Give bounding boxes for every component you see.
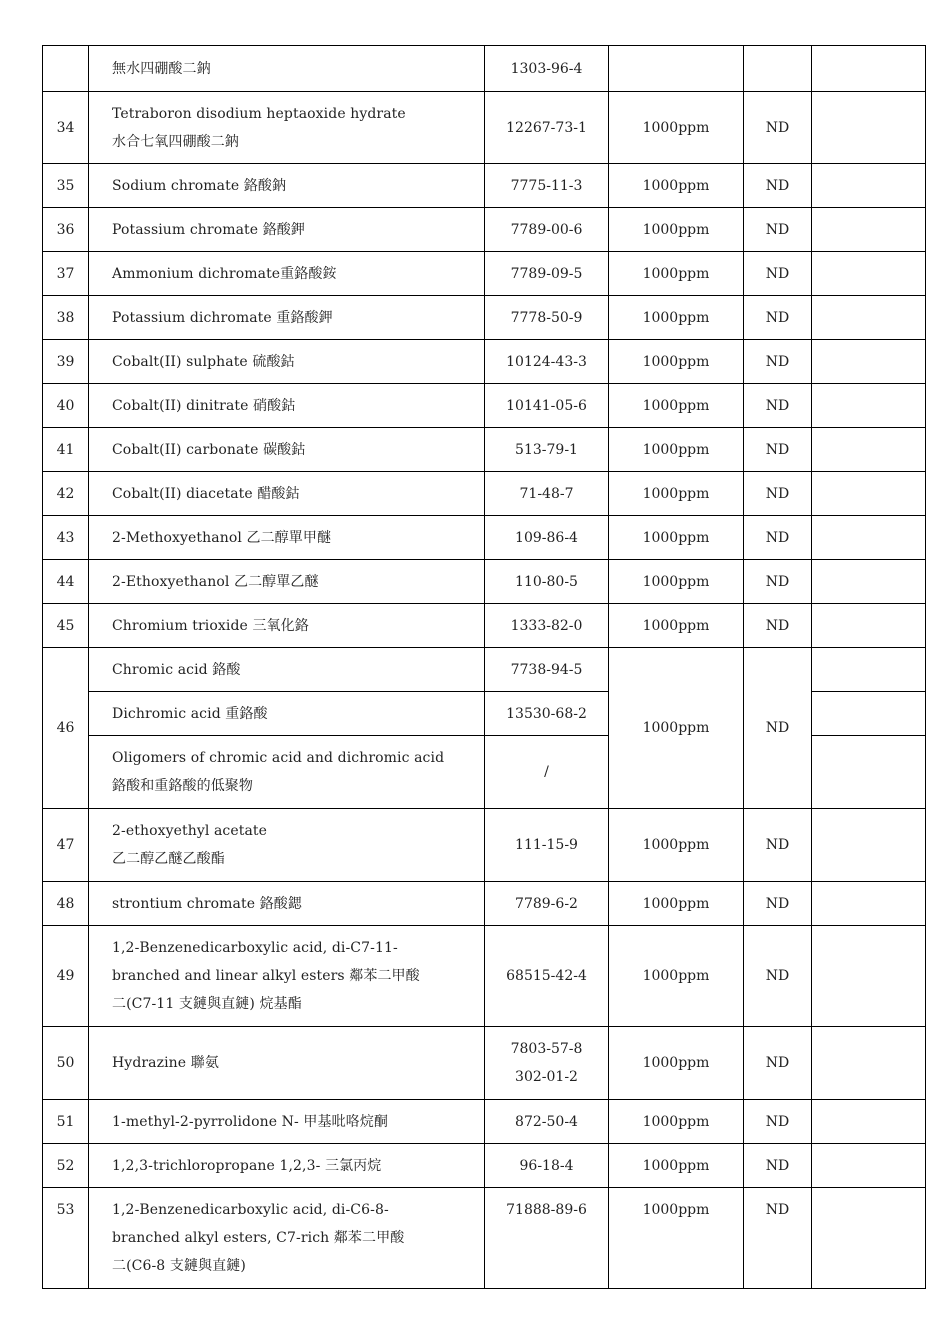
cas-number: 71-48-7 [485, 472, 609, 516]
cas-number: 10124-43-3 [485, 340, 609, 384]
limit-value: 1000ppm [609, 516, 744, 560]
test-result: ND [744, 560, 812, 604]
substance-name: strontium chromate 鉻酸鍶 [89, 882, 485, 926]
remark-cell [812, 1144, 926, 1188]
row-number: 44 [43, 560, 89, 604]
cas-number: 110-80-5 [485, 560, 609, 604]
cas-number: 68515-42-4 [485, 926, 609, 1027]
table-row [43, 882, 926, 926]
cas-number: 872-50-4 [485, 1100, 609, 1144]
cas-number: 7803-57-8 302-01-2 [485, 1027, 609, 1100]
test-result: ND [744, 428, 812, 472]
row-number: 53 [43, 1188, 89, 1289]
remark-cell [812, 736, 926, 809]
limit-value: 1000ppm [609, 648, 744, 809]
row-number [43, 46, 89, 92]
substance-name: Oligomers of chromic acid and dichromic acid 鉻酸和重鉻酸的低聚物 [89, 736, 485, 809]
table-row [43, 1100, 926, 1144]
limit-value: 1000ppm [609, 92, 744, 164]
substance-name: Potassium chromate 鉻酸鉀 [89, 208, 485, 252]
test-result [744, 46, 812, 92]
cas-number: 12267-73-1 [485, 92, 609, 164]
test-result: ND [744, 1100, 812, 1144]
cas-number: 111-15-9 [485, 809, 609, 882]
remark-cell [812, 252, 926, 296]
substance-name: Cobalt(II) diacetate 醋酸鈷 [89, 472, 485, 516]
limit-value: 1000ppm [609, 1100, 744, 1144]
substance-name: 2-Ethoxyethanol 乙二醇單乙醚 [89, 560, 485, 604]
table-row [43, 604, 926, 648]
test-result: ND [744, 1188, 812, 1289]
row-number: 38 [43, 296, 89, 340]
remark-cell [812, 882, 926, 926]
row-number: 46 [43, 648, 89, 809]
substance-name: Cobalt(II) sulphate 硫酸鈷 [89, 340, 485, 384]
limit-value: 1000ppm [609, 604, 744, 648]
row-number: 52 [43, 1144, 89, 1188]
test-result: ND [744, 340, 812, 384]
substance-name: Potassium dichromate 重鉻酸鉀 [89, 296, 485, 340]
substance-name: Chromium trioxide 三氧化鉻 [89, 604, 485, 648]
substance-name: Tetraboron disodium heptaoxide hydrate 水合七氧四硼酸二鈉 [89, 92, 485, 164]
substance-name: Cobalt(II) dinitrate 硝酸鈷 [89, 384, 485, 428]
remark-cell [812, 472, 926, 516]
test-result: ND [744, 92, 812, 164]
remark-cell [812, 384, 926, 428]
row-number: 40 [43, 384, 89, 428]
substance-name: 無水四硼酸二鈉 [89, 46, 485, 92]
test-result: ND [744, 1027, 812, 1100]
table-row [43, 164, 926, 208]
limit-value: 1000ppm [609, 428, 744, 472]
remark-cell [812, 560, 926, 604]
substance-name: 1,2-Benzenedicarboxylic acid, di-C6-8- branched alkyl esters, C7-rich 鄰苯二甲酸 二(C6-8 支鏈與直鏈) [89, 1188, 485, 1289]
limit-value: 1000ppm [609, 926, 744, 1027]
test-result: ND [744, 252, 812, 296]
cas-number: 96-18-4 [485, 1144, 609, 1188]
remark-cell [812, 208, 926, 252]
test-result: ND [744, 164, 812, 208]
test-result: ND [744, 926, 812, 1027]
remark-cell [812, 648, 926, 692]
row-number: 45 [43, 604, 89, 648]
table-row [43, 472, 926, 516]
limit-value: 1000ppm [609, 164, 744, 208]
remark-cell [812, 1027, 926, 1100]
substance-name: 1,2,3-trichloropropane 1,2,3- 三氯丙烷 [89, 1144, 485, 1188]
remark-cell [812, 1100, 926, 1144]
substance-table [42, 45, 926, 1289]
cas-number: 10141-05-6 [485, 384, 609, 428]
table-row [43, 1144, 926, 1188]
cas-number: 1333-82-0 [485, 604, 609, 648]
test-result: ND [744, 809, 812, 882]
table-row [43, 1188, 926, 1289]
limit-value: 1000ppm [609, 384, 744, 428]
row-number: 51 [43, 1100, 89, 1144]
cas-number: 109-86-4 [485, 516, 609, 560]
table-row [43, 1027, 926, 1100]
substance-name: 2-ethoxyethyl acetate 乙二醇乙醚乙酸酯 [89, 809, 485, 882]
test-result: ND [744, 882, 812, 926]
remark-cell [812, 926, 926, 1027]
row-number: 48 [43, 882, 89, 926]
test-result: ND [744, 648, 812, 809]
remark-cell [812, 428, 926, 472]
cas-number: 7738-94-5 [485, 648, 609, 692]
table-row [43, 648, 926, 692]
substance-name: Dichromic acid 重鉻酸 [89, 692, 485, 736]
row-number: 50 [43, 1027, 89, 1100]
table-row [43, 428, 926, 472]
limit-value: 1000ppm [609, 296, 744, 340]
remark-cell [812, 604, 926, 648]
remark-cell [812, 516, 926, 560]
test-result: ND [744, 1144, 812, 1188]
row-number: 47 [43, 809, 89, 882]
cas-number: 1303-96-4 [485, 46, 609, 92]
test-result: ND [744, 604, 812, 648]
substance-name: 1-methyl-2-pyrrolidone N- 甲基吡咯烷酮 [89, 1100, 485, 1144]
limit-value: 1000ppm [609, 1144, 744, 1188]
cas-number: 7789-6-2 [485, 882, 609, 926]
table-row [43, 809, 926, 882]
cas-number: 513-79-1 [485, 428, 609, 472]
test-result: ND [744, 516, 812, 560]
table-row [43, 516, 926, 560]
substance-name: 2-Methoxyethanol 乙二醇單甲醚 [89, 516, 485, 560]
row-number: 43 [43, 516, 89, 560]
row-number: 39 [43, 340, 89, 384]
cas-number: 7775-11-3 [485, 164, 609, 208]
row-number: 36 [43, 208, 89, 252]
table-row [43, 926, 926, 1027]
remark-cell [812, 809, 926, 882]
limit-value: 1000ppm [609, 1027, 744, 1100]
remark-cell [812, 340, 926, 384]
remark-cell [812, 296, 926, 340]
test-result: ND [744, 384, 812, 428]
cas-number: 71888-89-6 [485, 1188, 609, 1289]
test-result: ND [744, 296, 812, 340]
test-result: ND [744, 208, 812, 252]
limit-value: 1000ppm [609, 208, 744, 252]
cas-number: 7789-00-6 [485, 208, 609, 252]
row-number: 42 [43, 472, 89, 516]
table-row [43, 560, 926, 604]
limit-value: 1000ppm [609, 1188, 744, 1289]
table-row [43, 46, 926, 92]
remark-cell [812, 46, 926, 92]
cas-number: 13530-68-2 [485, 692, 609, 736]
limit-value: 1000ppm [609, 809, 744, 882]
table-row [43, 208, 926, 252]
table-row [43, 296, 926, 340]
substance-name: 1,2-Benzenedicarboxylic acid, di-C7-11- branched and linear alkyl esters 鄰苯二甲酸 二(C7-11 支鏈與直鏈) 烷基酯 [89, 926, 485, 1027]
table-row [43, 340, 926, 384]
limit-value: 1000ppm [609, 472, 744, 516]
limit-value: 1000ppm [609, 882, 744, 926]
row-number: 41 [43, 428, 89, 472]
table-row [43, 252, 926, 296]
row-number: 37 [43, 252, 89, 296]
limit-value [609, 46, 744, 92]
substance-name: Ammonium dichromate重鉻酸銨 [89, 252, 485, 296]
substance-name: Cobalt(II) carbonate 碳酸鈷 [89, 428, 485, 472]
remark-cell [812, 164, 926, 208]
remark-cell [812, 692, 926, 736]
substance-name: Sodium chromate 鉻酸鈉 [89, 164, 485, 208]
cas-number: 7789-09-5 [485, 252, 609, 296]
limit-value: 1000ppm [609, 252, 744, 296]
limit-value: 1000ppm [609, 560, 744, 604]
row-number: 35 [43, 164, 89, 208]
cas-number: 7778-50-9 [485, 296, 609, 340]
substance-name: Chromic acid 鉻酸 [89, 648, 485, 692]
remark-cell [812, 1188, 926, 1289]
limit-value: 1000ppm [609, 340, 744, 384]
row-number: 49 [43, 926, 89, 1027]
cas-number: / [485, 736, 609, 809]
test-result: ND [744, 472, 812, 516]
row-number: 34 [43, 92, 89, 164]
table-row [43, 92, 926, 164]
substance-name: Hydrazine 聯氨 [89, 1027, 485, 1100]
remark-cell [812, 92, 926, 164]
table-row [43, 384, 926, 428]
